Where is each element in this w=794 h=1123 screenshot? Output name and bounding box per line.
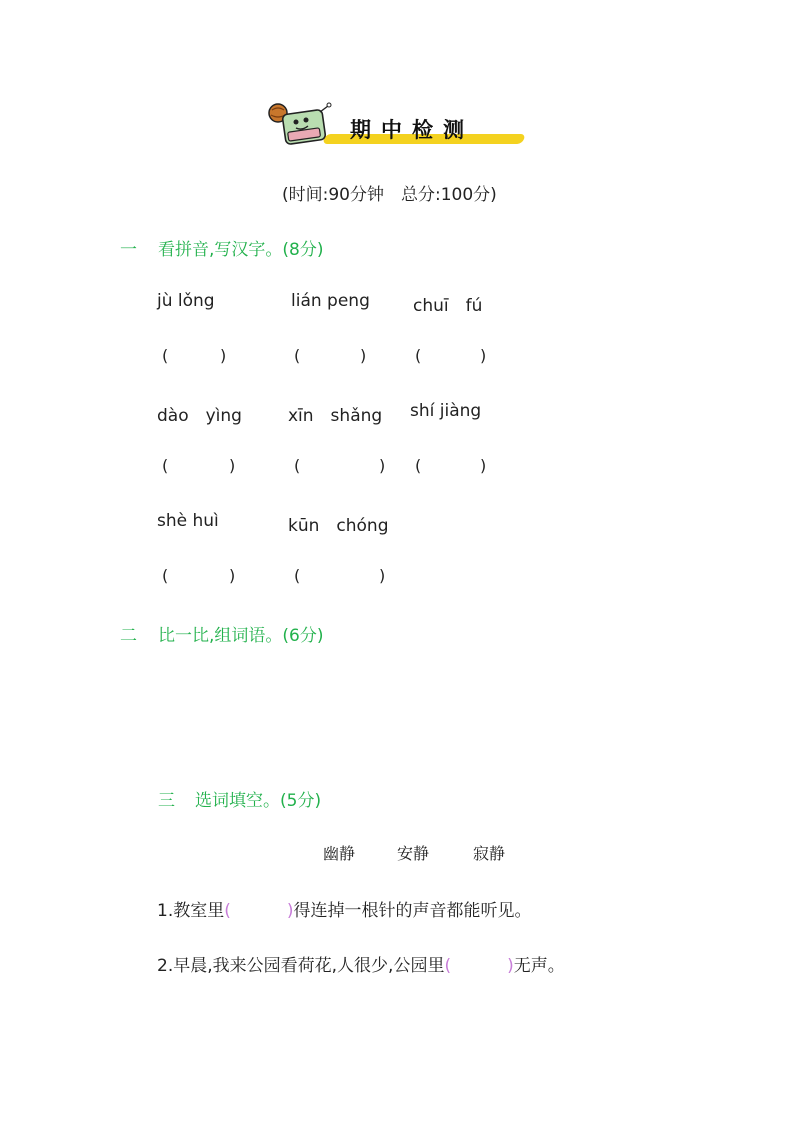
section-2-number: 二 xyxy=(120,626,137,646)
section-3-number: 三 xyxy=(158,791,175,811)
answer-open-paren: ( xyxy=(294,456,301,475)
answer-open-paren: ( xyxy=(294,346,301,365)
answer-open-paren: ( xyxy=(294,566,301,585)
page-title: 期中检测 xyxy=(350,118,474,142)
answer-open-paren: ( xyxy=(162,456,169,475)
answer-close-paren: ) xyxy=(480,346,487,365)
word-choice-1: 幽静 xyxy=(323,844,356,863)
pinyin-1-1: jù lǒng xyxy=(157,291,215,311)
word-choice-3: 寂静 xyxy=(473,844,506,863)
answer-close-paren: ) xyxy=(229,456,236,475)
answer-open-paren: ( xyxy=(415,346,422,365)
word-choice-2: 安静 xyxy=(397,844,430,863)
answer-close-paren: ) xyxy=(220,346,227,365)
question-1-before: 教室里 xyxy=(173,901,225,921)
blank-open-paren: ( xyxy=(444,956,452,976)
title-block xyxy=(262,100,532,160)
exam-info: (时间:90分钟 总分:100分) xyxy=(282,185,497,205)
answer-open-paren: ( xyxy=(415,456,422,475)
question-2-before: 早晨,我来公园看荷花,人很少,公园里 xyxy=(173,956,445,976)
answer-close-paren: ) xyxy=(480,456,487,475)
pinyin-3-1: shè huì xyxy=(157,511,219,531)
answer-close-paren: ) xyxy=(360,346,367,365)
question-number: 1. xyxy=(157,901,174,921)
section-1-heading: 看拼音,写汉字。(8分) xyxy=(158,240,324,260)
question-number: 2. xyxy=(157,956,174,976)
answer-close-paren: ) xyxy=(379,456,386,475)
question-2-after: 无声。 xyxy=(513,956,565,976)
question-1-after: 得连掉一根针的声音都能听见。 xyxy=(293,901,532,921)
section-2-heading: 比一比,组词语。(6分) xyxy=(158,626,324,646)
blank-close-paren: ) xyxy=(507,956,514,976)
pinyin-2-3: shí jiàng xyxy=(410,401,482,421)
answer-close-paren: ) xyxy=(379,566,386,585)
section-1-number: 一 xyxy=(120,240,137,260)
pinyin-1-3: chuī fú xyxy=(413,296,483,316)
pencil-case-mascot-icon xyxy=(262,100,332,150)
answer-open-paren: ( xyxy=(162,566,169,585)
question-1 xyxy=(157,896,532,921)
question-2 xyxy=(157,951,565,976)
section-3-heading: 选词填空。(5分) xyxy=(195,791,322,811)
pinyin-2-1: dào yìng xyxy=(157,406,242,426)
pinyin-2-2: xīn shǎng xyxy=(288,406,383,426)
blank-open-paren: ( xyxy=(224,901,231,921)
pinyin-1-2: lián peng xyxy=(291,291,370,311)
answer-close-paren: ) xyxy=(229,566,236,585)
pinyin-3-2: kūn chóng xyxy=(288,516,389,536)
blank-close-paren: ) xyxy=(286,901,294,921)
answer-open-paren: ( xyxy=(162,346,169,365)
